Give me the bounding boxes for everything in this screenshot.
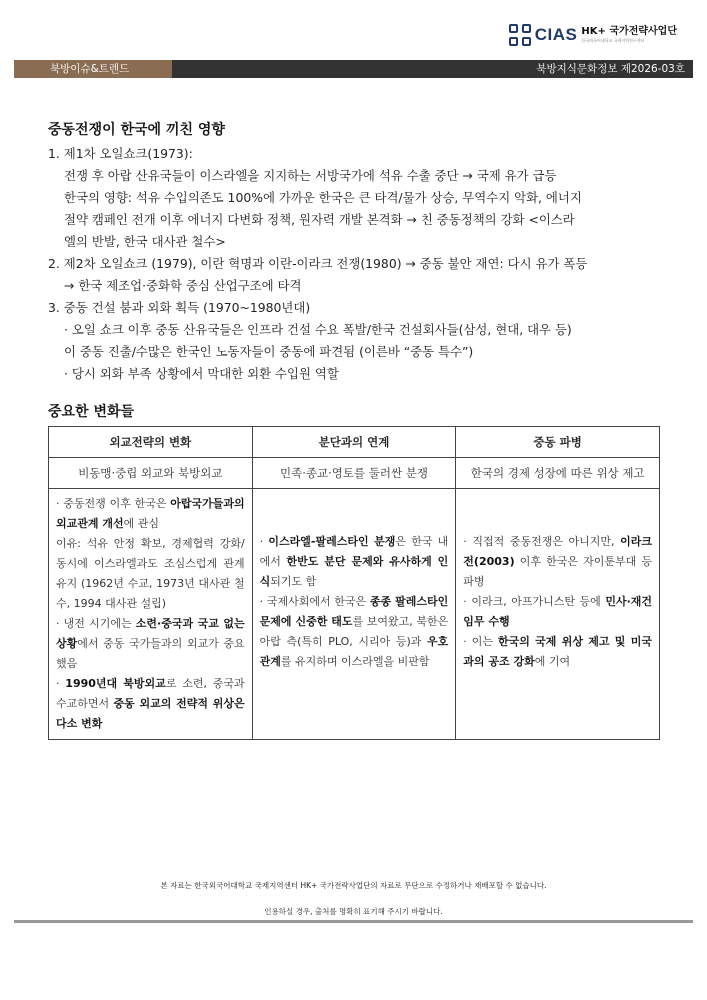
section-title-changes: 중요한 변화들 [48, 404, 135, 420]
table-header: 외교전략의 변화 [49, 427, 253, 458]
banner-issue-number: 북방지식문화정보 제2026-03호 [172, 60, 693, 78]
table-subheader: 비동맹·중립 외교와 북방외교 [49, 458, 253, 489]
logo-cias-text: CIAS [534, 25, 578, 44]
logo-title: HK+ 국가전략사업단 [581, 26, 677, 37]
section-title-impact: 중동전쟁이 한국에 끼친 영향 [48, 122, 225, 138]
header-banner [14, 60, 693, 78]
list-item: 2. 제2차 오일쇼크 (1979), 이란 혁명과 이란-이라크 전쟁(1980) → 중동 불안 재연: 다시 유가 폭등 [48, 256, 588, 271]
list-item: · 오일 쇼크 이후 중동 산유국들은 인프라 건설 수요 폭발/한국 건설회사들(삼성, 현대, 대우 등) [64, 322, 572, 337]
table-cell-division: · 이스라엘-팔레스타인 분쟁은 한국 내에서 한반도 분단 문제와 유사하게 인식되기도 함 · 국제사회에서 한국은 종종 팔레스타인 문제에 신중한 태도를 보여왔고, 북한은 아랍 측(특히 PLO, 시리아 등)과 우호 관계를 유지하며 이스라엘을 비판함 [252, 489, 456, 740]
banner-category: 북방이슈&트렌드 [14, 60, 172, 78]
table-cell-diplomacy: · 중동전쟁 이후 한국은 아랍국가들과의 외교관계 개선에 관심 이유: 석유 안정 확보, 경제협력 강화/ 동시에 이스라엘과도 조심스럽게 관계 유지 (1962년 수교, 1973년 대사관 철수, 1994 대사관 설립) · 냉전 시기에는 소련·중국과 국교 없는 상황에서 중동 국가들과의 외교가 중요했음 · 1990년대 북방외교로 소련, 중국과 수교하면서 중동 외교의 전략적 위상은 다소 변화 [49, 489, 253, 740]
list-item: 이 중동 진출/수많은 한국인 노동자들이 중동에 파견됨 (이른바 “중동 특수”) [64, 344, 474, 359]
list-item: → 한국 제조업·중화학 중심 산업구조에 타격 [64, 278, 302, 293]
cias-logo [509, 24, 677, 46]
table-header: 분단과의 연계 [252, 427, 456, 458]
list-item: 한국의 영향: 석유 수입의존도 100%에 가까운 한국은 큰 타격/물가 상승, 무역수지 악화, 에너지 [64, 190, 582, 205]
table-header: 중동 파병 [456, 427, 660, 458]
list-item: 절약 캠페인 전개 이후 에너지 다변화 정책, 원자력 개발 본격화 → 친 중동정책의 강화 <이스라 [64, 212, 575, 227]
table-subheader: 민족·종교·영토를 둘러싼 분쟁 [252, 458, 456, 489]
list-item: 1. 제1차 오일쇼크(1973): [48, 146, 193, 161]
table-subheader: 한국의 경제 성장에 따른 위상 제고 [456, 458, 660, 489]
footer-copyright: 본 자료는 한국외국어대학교 국제지역센터 HK+ 국가전략사업단의 자료로 무단으로 수정하거나 재배포할 수 없습니다. [160, 881, 547, 890]
footer-citation: 인용하실 경우, 출처를 명확히 표기해 주시기 바랍니다. [264, 907, 443, 916]
logo-subtitle: 한국외국어대학교 국제지역연구센터 [581, 38, 645, 43]
list-item: 3. 중동 건설 붐과 외화 획득 (1970~1980년대) [48, 300, 311, 315]
list-item: 엘의 반발, 한국 대사관 철수> [64, 234, 226, 249]
footer-divider [14, 920, 693, 923]
changes-table [48, 426, 660, 740]
impact-list [48, 143, 660, 385]
list-item: 전쟁 후 아랍 산유국들이 이스라엘을 지지하는 서방국가에 석유 수출 중단 → 국제 유가 급등 [64, 168, 557, 183]
logo-mark-icon [509, 24, 531, 46]
table-cell-deployment: · 직접적 중동전쟁은 아니지만, 이라크전(2003) 이후 한국은 자이툰부대 등 파병 · 이라크, 아프가니스탄 등에 민사·재건 임무 수행 · 이는 한국의 국제 위상 제고 및 미국과의 공조 강화에 기여 [456, 489, 660, 740]
list-item: · 당시 외화 부족 상황에서 막대한 외환 수입원 역할 [64, 366, 339, 381]
